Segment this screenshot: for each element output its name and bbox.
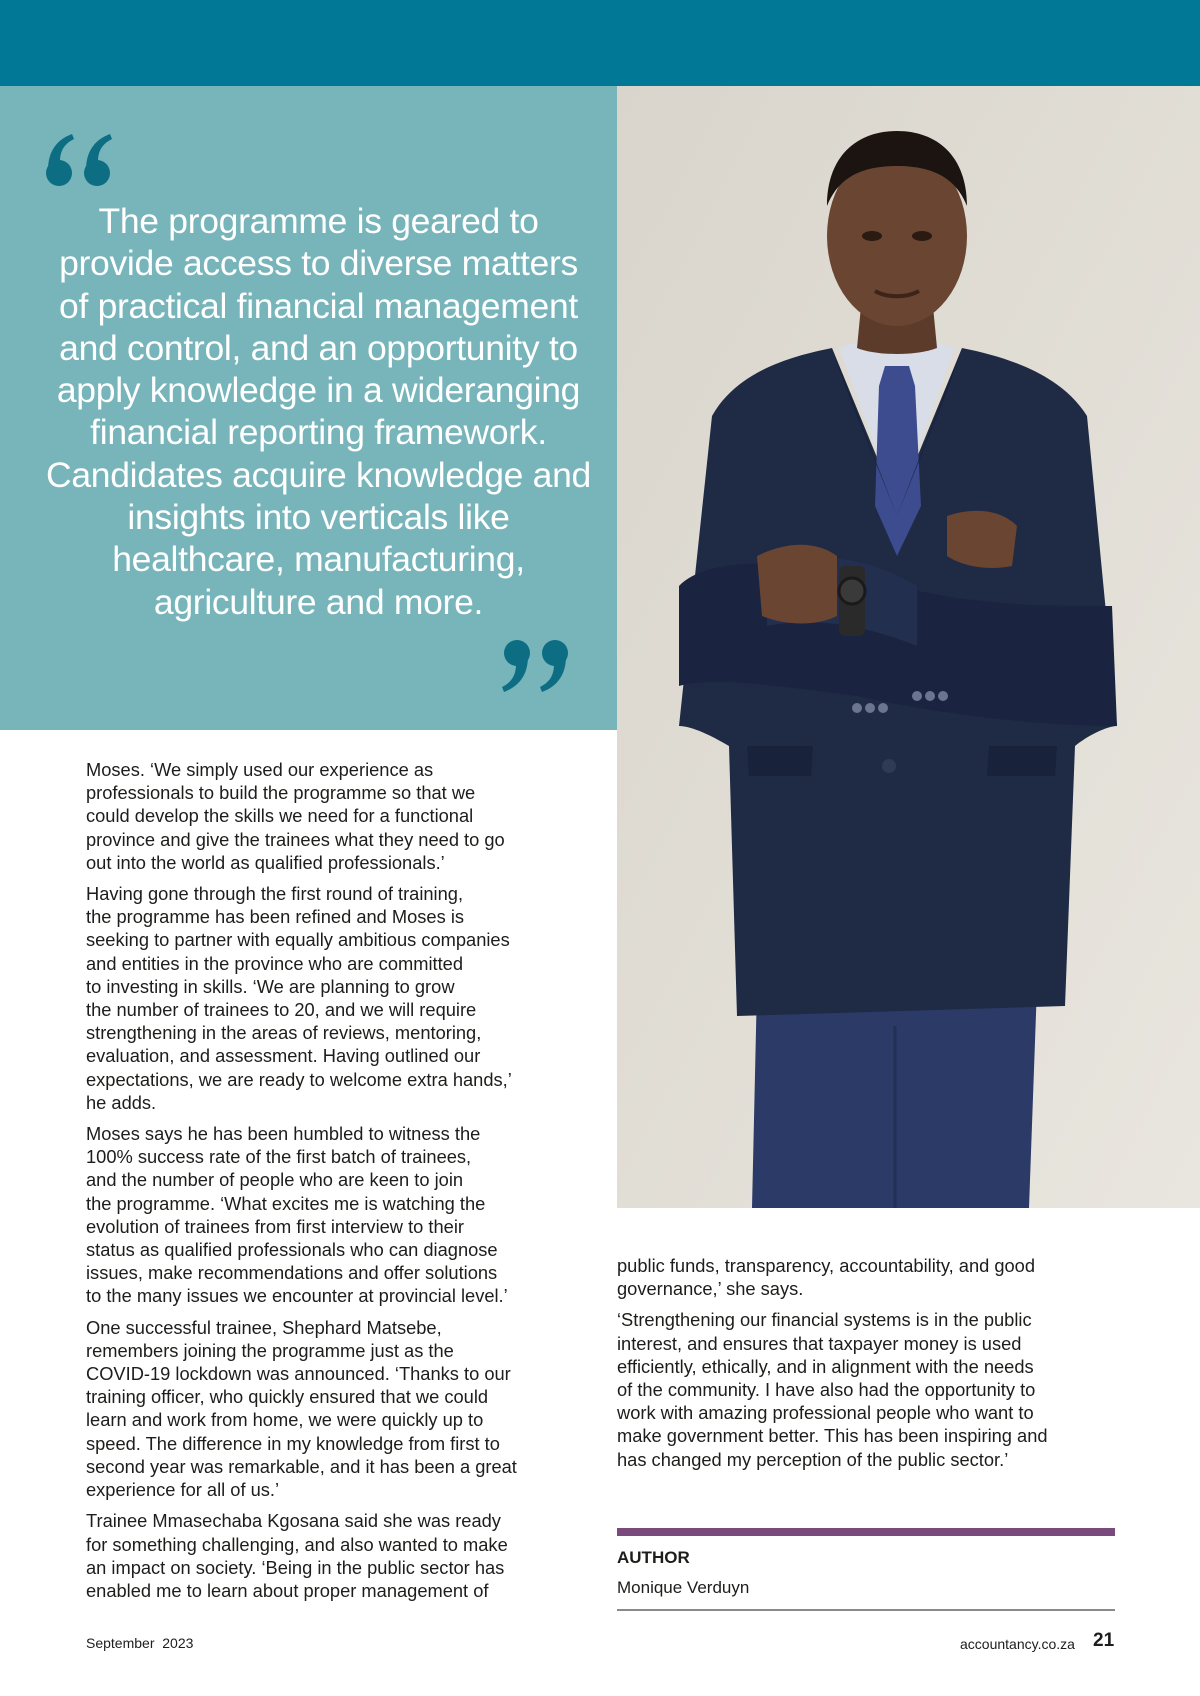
author-name: Monique Verduyn	[617, 1578, 750, 1597]
body-paragraph: Moses. ‘We simply used our experience as professionals to build the programme so that we could develop the skills we need for a functional province and give the trainees what they need to go out into the world as qualified professionals.’	[86, 759, 505, 873]
close-quote-icon	[496, 632, 576, 712]
right-text-column	[617, 1254, 1117, 1479]
body-paragraph: Trainee Mmasechaba Kgosana said she was ready for something challenging, and also wanted to make an impact on society. ‘Being in the public sector has enabled me to learn about proper management of	[86, 1510, 508, 1601]
open-quote-icon	[42, 118, 122, 198]
pull-quote-text: The programme is geared to provide access to diverse matters of practical financial management and control, and an opportunity to apply knowledge in a wideranging financial reporting framework. Candidates acquire knowledge and insights into verticals like healthcare, manufacturing, agriculture and more.	[46, 201, 591, 622]
footer-website: accountancy.co.za	[960, 1636, 1075, 1652]
author-heading: AUTHOR	[617, 1548, 690, 1567]
body-paragraph: ‘Strengthening our financial systems is in the public interest, and ensures that taxpayer money is used efficiently, ethically, and in alignment with the needs of the community. I have also had the opportunity to work with amazing professional people who want to make government better. This has been inspiring and has changed my perception of the public sector.’	[617, 1309, 1048, 1470]
page-number: 21	[1093, 1630, 1115, 1651]
top-color-band	[0, 0, 1200, 86]
footer-date: September 2023	[86, 1635, 194, 1651]
body-paragraph: Moses says he has been humbled to witness the 100% success rate of the first batch of trainees, and the number of people who are keen to join the programme. ‘What excites me is watching the evolution of trainees from first interview to their status as qualified professionals who can diagnose issues, make recommendations and offer solutions to the many issues we encounter at provincial level.’	[86, 1123, 508, 1307]
body-paragraph: public funds, transparency, accountability, and good governance,’ she says.	[617, 1255, 1036, 1300]
portrait-photo	[617, 86, 1200, 1208]
author-bottom-rule	[617, 1609, 1115, 1611]
author-divider-bar	[617, 1528, 1115, 1536]
body-paragraph: One successful trainee, Shephard Matsebe, remembers joining the programme just as the COVID-19 lockdown was announced. ‘Thanks to our training officer, who quickly ensured that we could learn and work from home, we were quickly up to speed. The difference in my knowledge from first to second year was remarkable, and it has been a great experience for all of us.’	[86, 1316, 517, 1501]
body-paragraph: Having gone through the first round of training, the programme has been refined and Moses is seeking to partner with equally ambitious companies and entities in the province who are committed to investing in skills. ‘We are planning to grow the number of trainees to 20, and we will require strengthening in the areas of reviews, mentoring, evaluation, and assessment. Having outlined our expectations, we are ready to welcome extra hands,’ he adds.	[86, 883, 512, 1113]
left-text-column	[86, 758, 586, 1610]
